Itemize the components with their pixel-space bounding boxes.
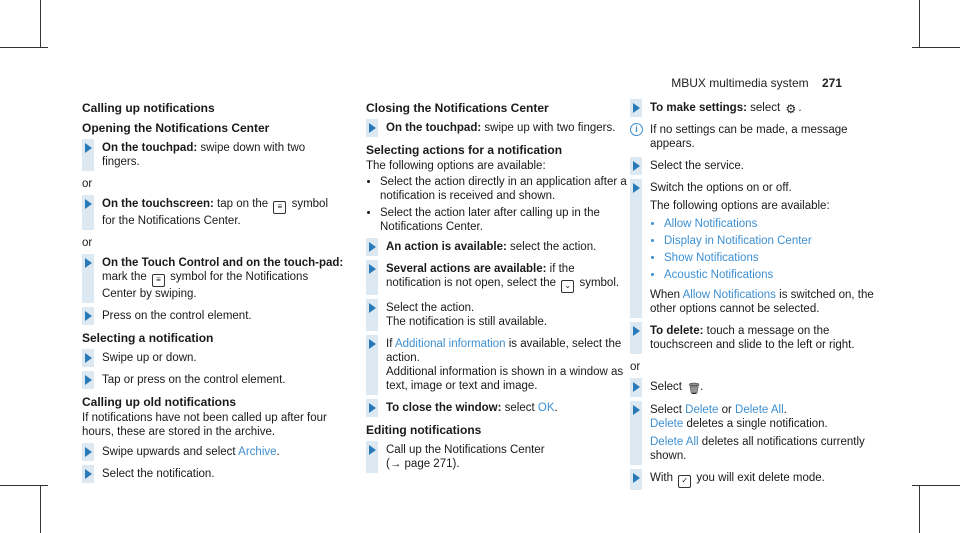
expand-down-icon: ⌄ <box>561 280 574 293</box>
crop-mark <box>912 485 960 486</box>
step-arrow-icon <box>85 447 92 457</box>
step-arrow-icon <box>369 403 376 413</box>
step: Call up the Notifications Center (→ page 271). <box>366 443 628 471</box>
notifications-list-icon: ≡ <box>152 274 165 287</box>
step-arrow-icon <box>633 382 640 392</box>
crop-mark <box>919 485 920 533</box>
column-1 <box>82 101 344 489</box>
header-title: MBUX multimedia system <box>671 76 809 90</box>
allow-notifications-link[interactable]: Allow Notifications <box>682 289 776 301</box>
step: To make settings: select ⚙ . <box>630 101 892 115</box>
settings-icon: ⚙ <box>785 102 797 116</box>
step: Press on the control element. <box>82 309 344 323</box>
step-arrow-icon <box>85 375 92 385</box>
option-display-in-center[interactable]: • Display in Notification Center <box>664 234 892 248</box>
step: Select the action. The notification is still available. <box>366 301 628 329</box>
delete-all-link[interactable]: Delete All <box>735 404 784 416</box>
ok-link[interactable]: OK <box>537 402 555 414</box>
section-heading: Calling up notifications <box>82 101 215 115</box>
step-arrow-icon <box>369 123 376 133</box>
step: On the touchpad: swipe down with two fingers. <box>82 141 344 169</box>
step-arrow-icon <box>633 473 640 483</box>
or-text: or <box>82 178 93 190</box>
delete-link[interactable]: Delete <box>685 404 719 416</box>
info-note: i If no settings can be made, a message appears. <box>630 123 892 151</box>
step: Swipe upwards and select Archive. <box>82 445 344 459</box>
step: On the touchscreen: tap on the ≡ symbol for the Notifications Center. <box>82 197 344 228</box>
step: Select the notification. <box>82 467 344 481</box>
info-icon: i <box>630 123 643 136</box>
step-arrow-icon <box>633 183 640 193</box>
section-heading: Calling up old notifications <box>82 395 236 409</box>
section-heading: Selecting actions for a notification <box>366 143 563 157</box>
option-acoustic-notifications[interactable]: • Acoustic Notifications <box>664 268 892 282</box>
page-number: 271 <box>821 76 842 90</box>
section-heading: Editing notifications <box>366 423 482 437</box>
step-arrow-icon <box>633 103 640 113</box>
crop-mark <box>0 47 48 48</box>
step: Several actions are available: if the notification is not open, select the ⌄ symbol. <box>366 262 628 293</box>
step: Select 🗑. <box>630 380 892 395</box>
option-allow-notifications[interactable]: • Allow Notifications <box>664 217 892 231</box>
step: If Additional information is available, select the action. Additional information is shown in a window as text, image or text and image. <box>366 337 628 393</box>
delete-all-link[interactable]: Delete All <box>650 436 699 448</box>
step: To delete: touch a message on the touchscreen and slide to the left or right. <box>630 324 892 352</box>
paragraph: If notifications have not been called up after four hours, these are stored in the archive. <box>82 412 327 438</box>
archive-link[interactable]: Archive <box>238 446 277 458</box>
crop-mark <box>40 485 41 533</box>
step: With ✓ you will exit delete mode. <box>630 471 892 488</box>
or-text: or <box>82 237 93 249</box>
section-heading: Selecting a notification <box>82 331 214 345</box>
step-arrow-icon <box>369 339 376 349</box>
additional-information-link[interactable]: Additional information <box>394 338 506 350</box>
section-heading: Closing the Notifications Center <box>366 101 549 115</box>
notifications-list-icon: ≡ <box>273 201 286 214</box>
crop-mark <box>40 0 41 48</box>
step-arrow-icon <box>369 242 376 252</box>
step: On the Touch Control and on the touch-pad: mark the ≡ symbol for the Notifications Center by swiping. <box>82 256 344 301</box>
step-arrow-icon <box>85 199 92 209</box>
step: Select the service. <box>630 159 892 173</box>
step-arrow-icon <box>85 258 92 268</box>
step-arrow-icon <box>369 303 376 313</box>
crop-mark <box>919 0 920 48</box>
column-2 <box>366 101 628 479</box>
page-reference[interactable]: (→ page 271). <box>386 458 460 470</box>
step-arrow-icon <box>85 353 92 363</box>
step-arrow-icon <box>85 469 92 479</box>
option-show-notifications[interactable]: • Show Notifications <box>664 251 892 265</box>
list-item: • Select the action later after calling up in the Notifications Center. <box>380 206 628 234</box>
step-arrow-icon <box>633 405 640 415</box>
paragraph: The following options are available: <box>366 160 546 172</box>
checkbox-icon: ✓ <box>678 475 691 488</box>
step: Switch the options on or off. The following options are available: • Allow Notifications • Display in Notification Center • Show Notifications • Acoustic Notifications When Allow Notifications is switched on, the other options cannot be selected. <box>630 181 892 316</box>
step-arrow-icon <box>633 326 640 336</box>
section-heading: Opening the Notifications Center <box>82 121 270 135</box>
step: An action is available: select the action. <box>366 240 628 254</box>
step: Swipe up or down. <box>82 351 344 365</box>
step-arrow-icon <box>369 264 376 274</box>
step: On the touchpad: swipe up with two fingers. <box>366 121 628 135</box>
step: To close the window: select OK. <box>366 401 628 415</box>
delete-link[interactable]: Delete <box>650 418 684 430</box>
step: Tap or press on the control element. <box>82 373 344 387</box>
options-list <box>650 217 892 282</box>
column-3 <box>630 101 892 496</box>
step-arrow-icon <box>369 445 376 455</box>
step-arrow-icon <box>85 311 92 321</box>
list-item: • Select the action directly in an application after a notification is received and shown. <box>380 175 628 203</box>
bullet-list <box>366 175 628 234</box>
step-arrow-icon <box>85 143 92 153</box>
crop-mark <box>912 47 960 48</box>
step-arrow-icon <box>633 161 640 171</box>
trash-icon: 🗑 <box>687 383 702 395</box>
or-text: or <box>630 361 641 373</box>
crop-mark <box>0 485 48 486</box>
step: Select Delete or Delete All. Delete deletes a single notification. Delete All deletes all notifications currently shown. <box>630 403 892 463</box>
page-header <box>671 76 842 90</box>
